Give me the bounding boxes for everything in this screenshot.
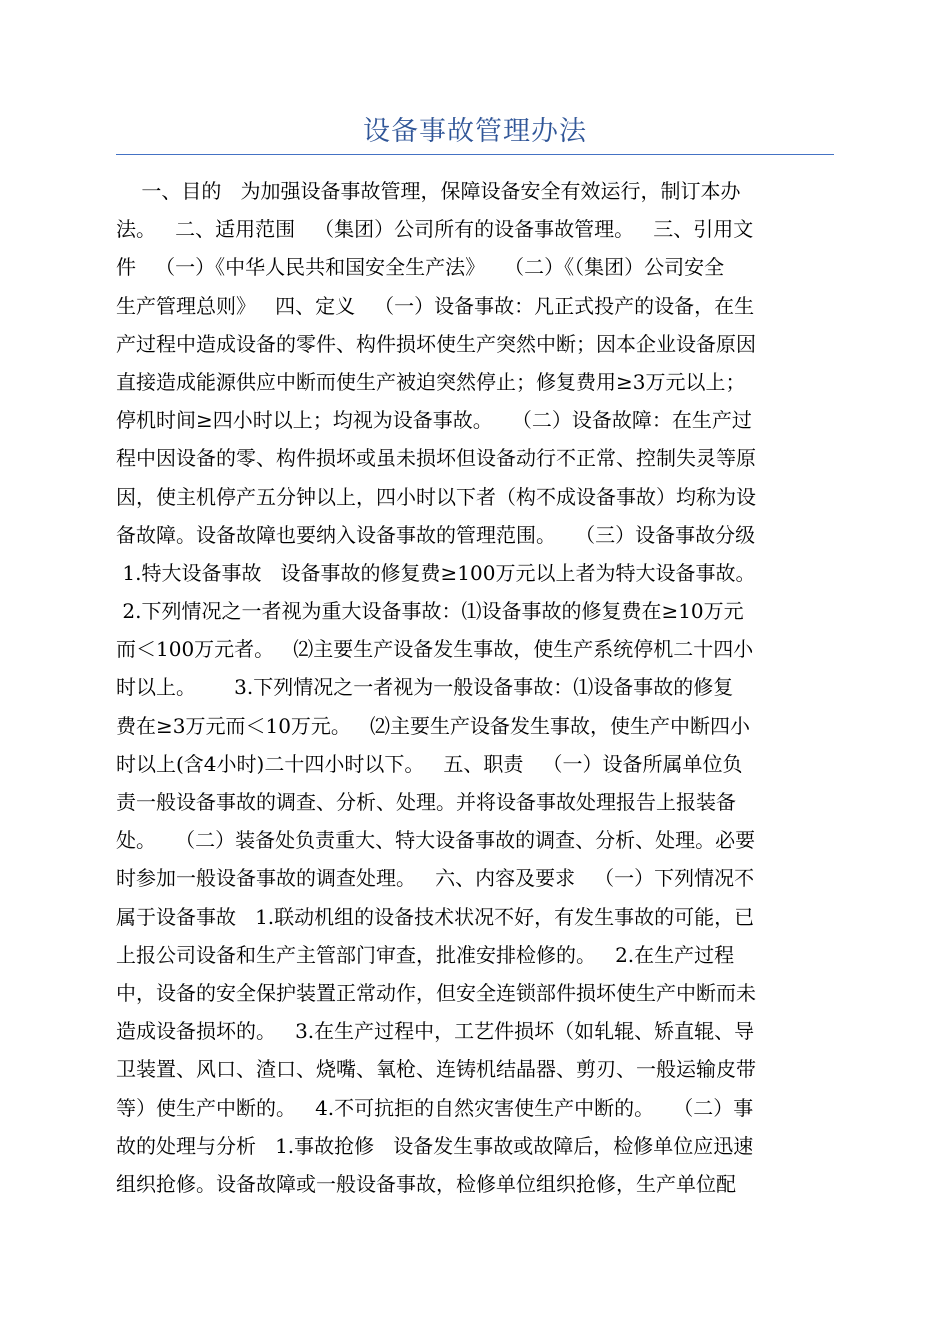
body-text-line: 时以上。 3.下列情况之一者视为一般设备事故：⑴设备事故的修复 xyxy=(116,675,734,700)
body-text-line: 因，使主机停产五分钟以上，四小时以下者（构不成设备事故）均称为设 xyxy=(116,484,756,509)
body-text-line: 费在≥3万元而＜10万元。 ⑵主要生产设备发生事故，使生产中断四小 xyxy=(116,713,751,738)
body-text-line: 备故障。设备故障也要纳入设备事故的管理范围。 （三）设备事故分级 xyxy=(116,522,756,547)
body-text-line: 等）使生产中断的。 4.不可抗拒的自然灾害使生产中断的。 （二）事 xyxy=(116,1095,754,1120)
document-title: 设备事故管理办法 xyxy=(363,116,587,147)
document-body xyxy=(116,172,834,1203)
body-text-line: 时参加一般设备事故的调查处理。 六、内容及要求 （一）下列情况不 xyxy=(116,866,755,891)
body-text-line: 直接造成能源供应中断而使生产被迫突然停止；修复费用≥3万元以上； xyxy=(116,369,746,394)
body-text-line: 停机时间≥四小时以上；均视为设备事故。 （二）设备故障：在生产过 xyxy=(116,408,752,433)
body-text-line: 卫装置、风口、渣口、烧嘴、氧枪、连铸机结晶器、剪刃、一般运输皮带 xyxy=(116,1057,756,1082)
body-text-line: 一、目的 为加强设备事故管理，保障设备安全有效运行，制订本办 xyxy=(116,179,741,203)
body-text-line: 件 （一）《中华人民共和国安全生产法》 （二）《（集团）公司安全 xyxy=(116,255,725,280)
body-text-line: 时以上(含4小时)二十四小时以下。 五、职责 （一）设备所属单位负 xyxy=(116,751,743,776)
body-text-line: 中，设备的安全保护装置正常动作，但安全连锁部件损坏使生产中断而未 xyxy=(116,980,756,1005)
body-text-line: 责一般设备事故的调查、分析、处理。并将设备事故处理报告上报装备 xyxy=(116,790,736,814)
body-text-line: 上报公司设备和生产主管部门审查，批准安排检修的。 2.在生产过程 xyxy=(116,942,735,967)
body-text-line: 故的处理与分析 1.事故抢修 设备发生事故或故障后，检修单位应迅速 xyxy=(116,1133,754,1158)
body-text-line: 产过程中造成设备的零件、构件损坏使生产突然中断；因本企业设备原因 xyxy=(116,331,756,356)
body-text-line: 法。 二、适用范围 （集团）公司所有的设备事故管理。 三、引用文 xyxy=(116,217,754,242)
body-text-line: 处。 （二）装备处负责重大、特大设备事故的调查、分析、处理。必要 xyxy=(116,828,756,853)
body-text-line: 1.特大设备事故 设备事故的修复费≥100万元以上者为特大设备事故。 xyxy=(116,560,756,585)
body-text-line: 而＜100万元者。 ⑵主要生产设备发生事故，使生产系统停机二十四小 xyxy=(116,637,754,662)
body-text-line: 2.下列情况之一者视为重大设备事故：⑴设备事故的修复费在≥10万元 xyxy=(116,599,744,624)
body-text-line: 程中因设备的零、构件损坏或虽未损坏但设备动行不正常、控制失灵等原 xyxy=(116,446,756,471)
body-text-line: 属于设备事故 1.联动机组的设备技术状况不好，有发生事故的可能，已 xyxy=(116,904,755,929)
body-text-line: 组织抢修。设备故障或一般设备事故，检修单位组织抢修，生产单位配 xyxy=(116,1171,736,1196)
body-text-line: 生产管理总则》 四、定义 （一）设备事故：凡正式投产的设备，在生 xyxy=(116,293,755,318)
body-text-line: 造成设备损坏的。 3.在生产过程中，工艺件损坏（如轧辊、矫直辊、导 xyxy=(116,1019,755,1044)
title-underline-divider xyxy=(116,154,834,155)
